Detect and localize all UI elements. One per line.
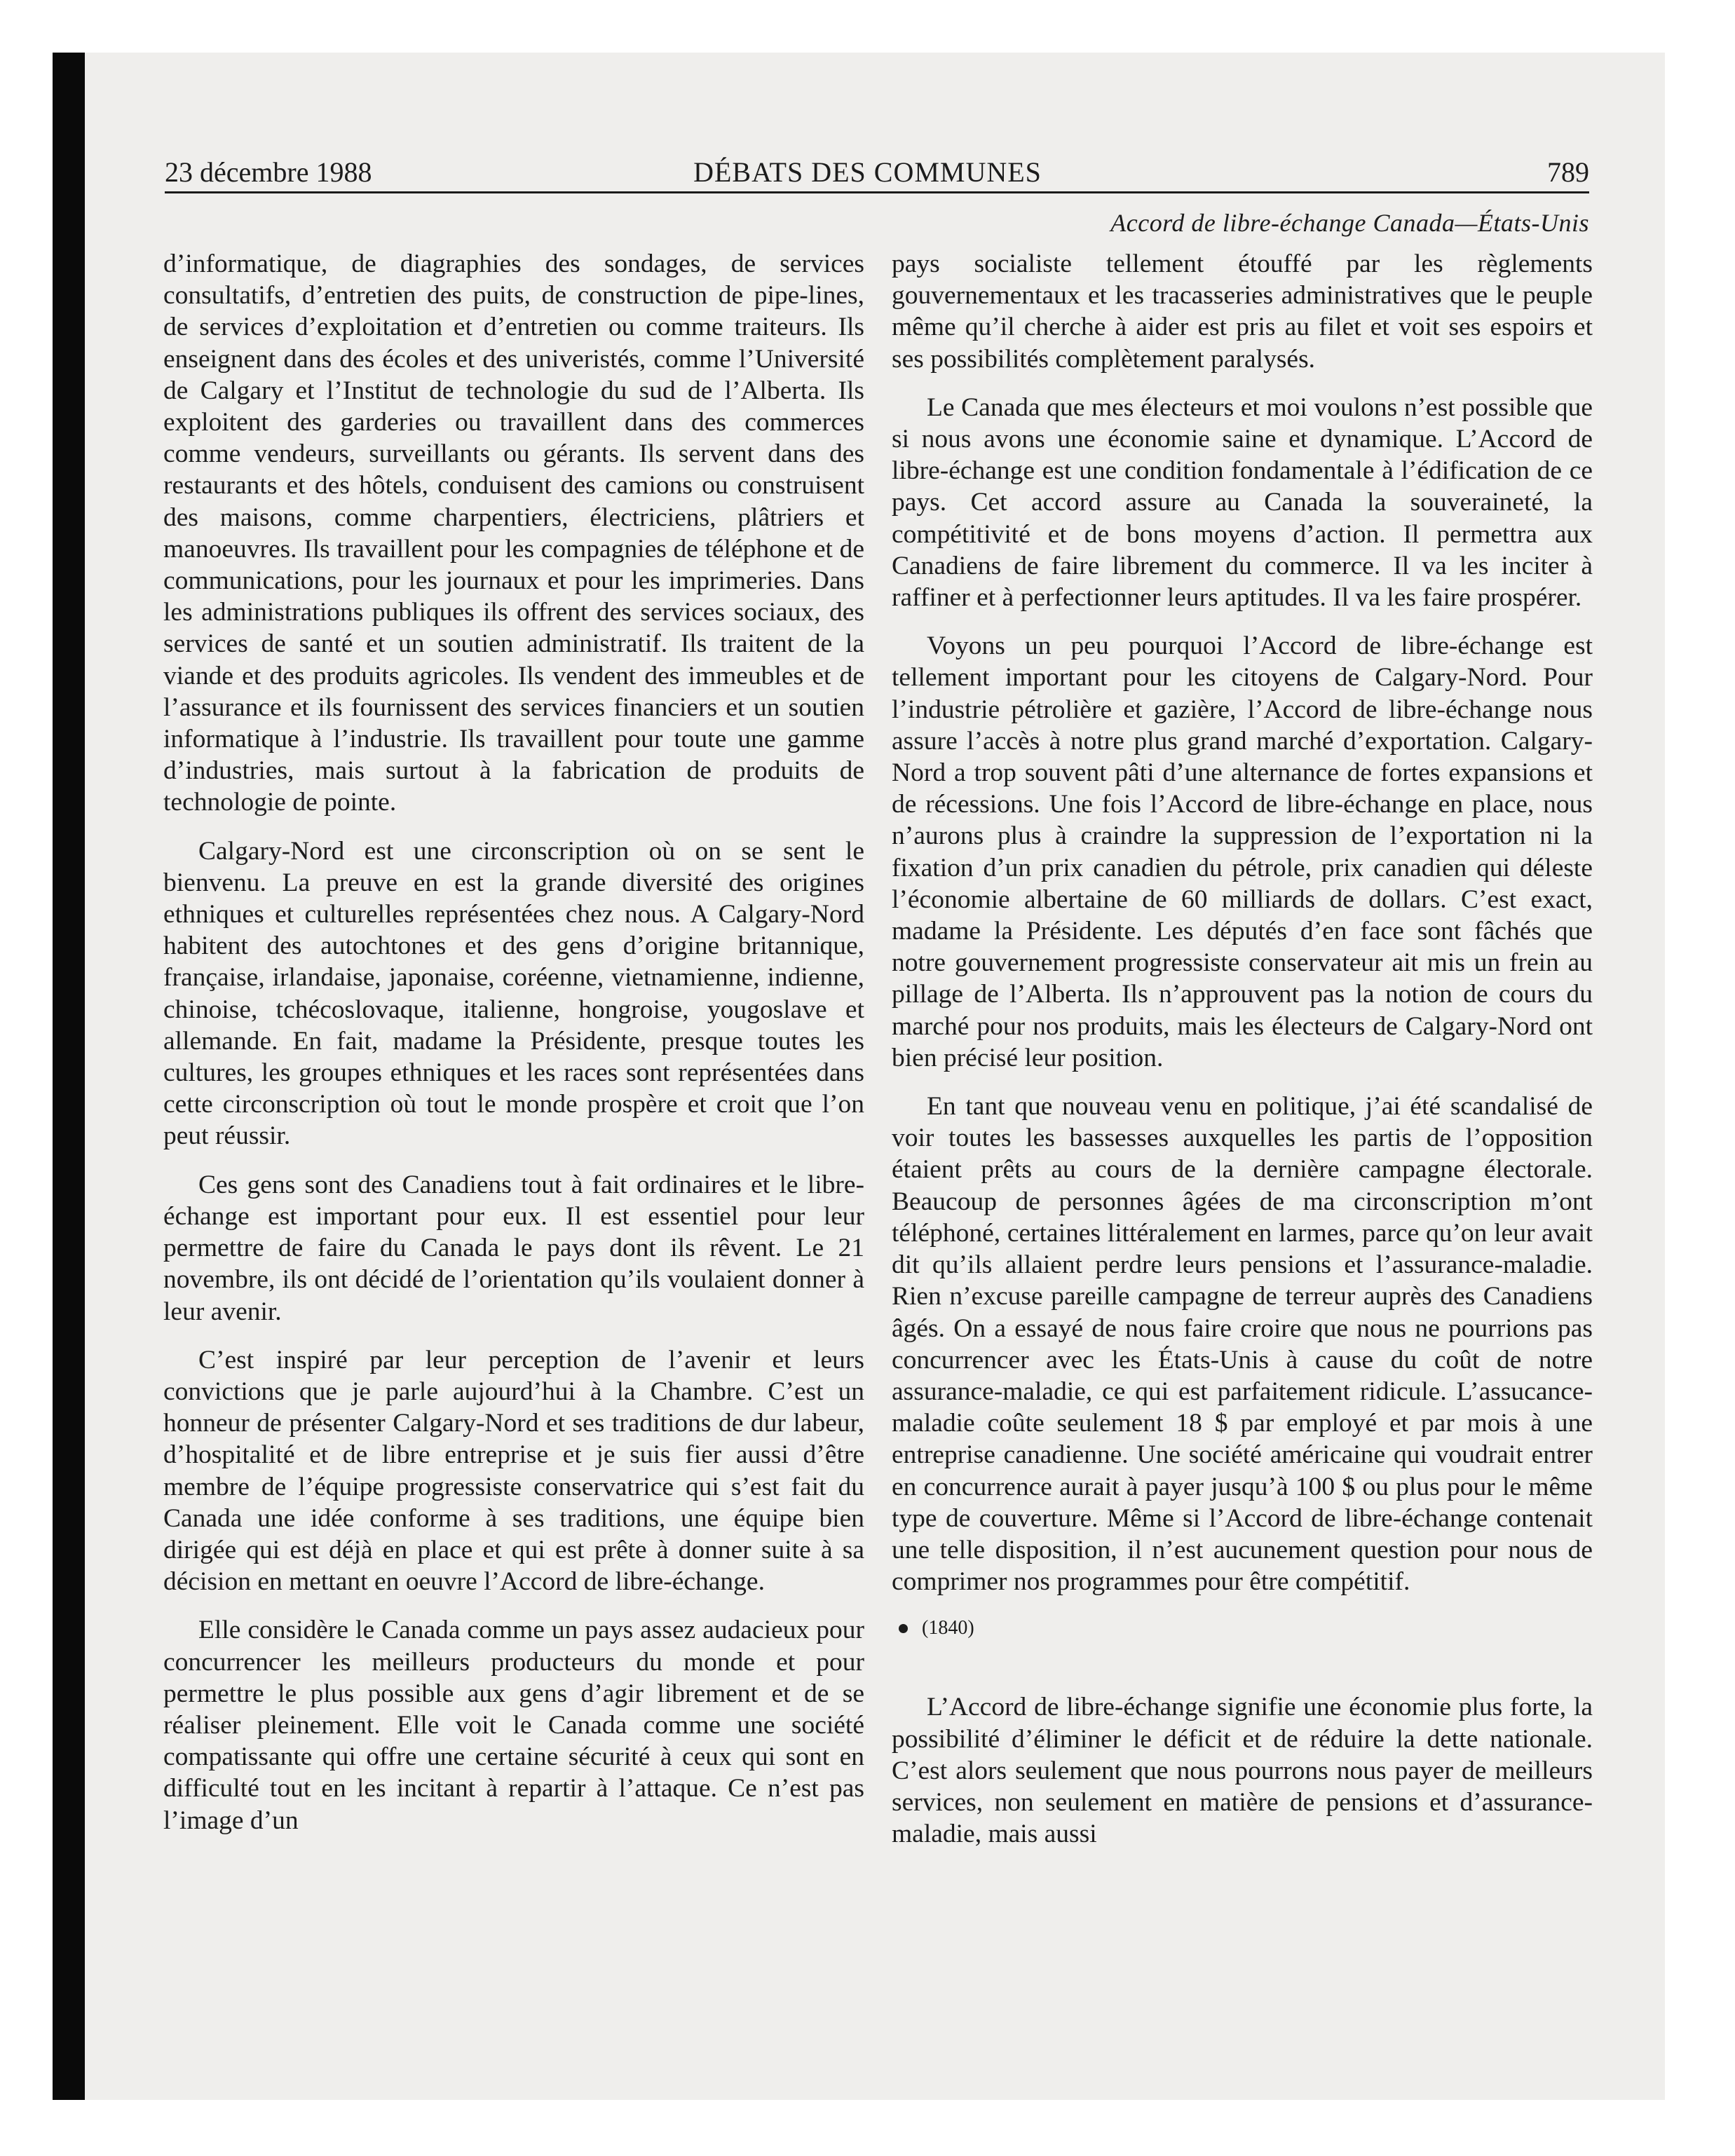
paragraph: En tant que nouveau venu en politique, j’ai été scandalisé de voir toutes les bassesses auxquelles les partis de l’opposition étaient prêts au cours de la dernière campagne électorale. Beaucoup de personnes âgées de ma circonscription m’ont téléphoné, certaines littéralement en larmes, parce qu’on leur avait dit qu’ils allaient perdre leurs pensions et l’assurance-maladie. Rien n’excuse pareille campagne de terreur auprès des Canadiens âgés. On a essayé de nous faire croire que nous ne pourrions pas concurrencer avec les États-Unis à cause du coût de notre assurance-maladie, ce qui est parfaitement ridicule. L’assucance-maladie coûte seulement 18 $ par employé et par mois à une entreprise canadienne. Une société américaine qui voudrait entrer en concurrence aurait à payer jusqu’à 100 $ ou plus pour le même type de couverture. Même si l’Accord de libre-échange contenait une telle disposition, il n’est aucunement question pour nous de comprimer nos programmes pour être compétitif. xyxy=(892,1092,1593,1597)
paragraph: Calgary-Nord est une circonscription où on se sent le bienvenu. La preuve en est la grande diversité des origines ethniques et culturelles représentées chez nous. A Calgary-Nord habitent des autochtones et des gens d’origine britannique, française, irlandaise, japonaise, coréenne, vietnamienne, indienne, chinoise, tchécoslovaque, italienne, hongroise, yougoslave et allemande. En fait, madame la Présidente, presque toutes les cultures, les groupes ethniques et les races sont représentées dans cette circonscription où tout le monde prospère et croit que l’on peut réussir. xyxy=(163,836,864,1151)
header-rule xyxy=(165,191,1589,193)
left-column xyxy=(163,248,864,1853)
section-subheader: Accord de libre-échange Canada—États-Unis xyxy=(1110,209,1589,237)
header-date: 23 décembre 1988 xyxy=(165,156,372,188)
paragraph: pays socialiste tellement étouffé par les règlements gouvernementaux et les tracasseries administratives que le peuple même qu’il cherche à aider est pris au filet et voit ses espoirs et ses possibilités complètement paralysés. xyxy=(892,250,1593,374)
paragraph: Ces gens sont des Canadiens tout à fait ordinaires et le libre-échange est important pour eux. Il est essentiel pour leur permettre de faire du Canada le pays dont ils rêvent. Le 21 novembre, ils ont décidé de l’orientation qu’ils voulaient donner à leur avenir. xyxy=(163,1170,864,1326)
page-number: 789 xyxy=(1547,156,1589,188)
right-column xyxy=(892,248,1593,1867)
paragraph: Le Canada que mes électeurs et moi voulons n’est possible que si nous avons une économie saine et dynamique. L’Accord de libre-échange est une condition fondamentale à l’édification de ce pays. Cet accord assure au Canada la souveraineté, la compétitivité et de bons moyens d’action. Il permettra aux Canadiens de faire librement du commerce. Il va les inciter à raffiner et à perfectionner leurs aptitudes. Il va les faire prospérer. xyxy=(892,393,1593,613)
paragraph: L’Accord de libre-échange signifie une économie plus forte, la possibilité d’éliminer le déficit et de réduire la dette nationale. C’est alors seulement que nous pourrons nous payer de meilleurs services, non seulement en matière de pensions et d’assurance-maladie, mais aussi xyxy=(892,1693,1593,1849)
scan-binding-edge xyxy=(53,53,85,2100)
paragraph: Voyons un peu pourquoi l’Accord de libre-échange est tellement important pour les citoyens de Calgary-Nord. Pour l’industrie pétrolière et gazière, l’Accord de libre-échange nous assure l’accès à notre plus grand marché d’exportation. Calgary-Nord a trop souvent pâti d’une alternance de fortes expansions et de récessions. Une fois l’Accord de libre-échange en place, nous n’aurons plus à craindre la suppression de l’exportation ni la fixation d’un prix canadien du pétrole, prix canadien qui déleste l’économie albertaine de 60 milliards de dollars. C’est exact, madame la Présidente. Les députés d’en face sont fâchés que notre gouvernement progressiste conservateur ait mis un frein au pillage de l’Alberta. Ils n’approuvent pas la notion de cours du marché pour nos produits, mais les électeurs de Calgary-Nord ont bien précisé leur position. xyxy=(892,632,1593,1072)
bullet-dot-icon xyxy=(899,1624,908,1633)
time-stamp-text: (1840) xyxy=(922,1617,974,1639)
header-title: DÉBATS DES COMMUNES xyxy=(693,156,1042,188)
paragraph: Elle considère le Canada comme un pays assez audacieux pour concurrencer les meilleurs producteurs du monde et pour permettre le plus possible aux gens d’agir librement et de se réaliser pleinement. Elle voit le Canada comme une société compatissante qui offre une certaine sécurité à ceux qui sont en difficulté tout en les incitant à repartir à l’attaque. Ce n’est pas l’image d’un xyxy=(163,1616,864,1835)
paragraph: C’est inspiré par leur perception de l’avenir et leurs convictions que je parle aujourd’hui à la Chambre. C’est un honneur de présenter Calgary-Nord et ses traditions de dur labeur, d’hospitalité et de libre entreprise et je suis fier aussi d’être membre de l’équipe progressiste conservatrice qui s’est fait du Canada une idée conforme à ses traditions, une équipe bien dirigée qui est déjà en place et qui est prête à donner suite à sa décision en mettant en oeuvre l’Accord de libre-échange. xyxy=(163,1345,864,1597)
paragraph: d’informatique, de diagraphies des sondages, de services consultatifs, d’entretien des puits, de construction de pipe-lines, de services d’exploitation et d’entretien ou comme traiteurs. Ils enseignent dans des écoles et des univeristés, comme l’Université de Calgary et l’Institut de technologie du sud de l’Alberta. Ils exploitent des garderies ou travaillent dans des commerces comme vendeurs, surveillants ou gérants. Ils servent dans des restaurants et des hôtels, conduisent des camions ou construisent des maisons, comme charpentiers, électriciens, plâtriers et manoeuvres. Ils travaillent pour les compagnies de téléphone et de communications, pour les journaux et pour les imprimeries. Dans les administrations publiques ils offrent des services sociaux, des services de santé et un soutien administratif. Ils traitent de la viande et des produits agricoles. Ils vendent des immeubles et de l’assurance et ils fournissent des services financiers et un soutien informatique à l’industrie. Ils travaillent pour toute une gamme d’industries, mais surtout à la fabrication de produits de technologie de pointe. xyxy=(163,250,864,817)
time-stamp xyxy=(899,1614,1593,1642)
